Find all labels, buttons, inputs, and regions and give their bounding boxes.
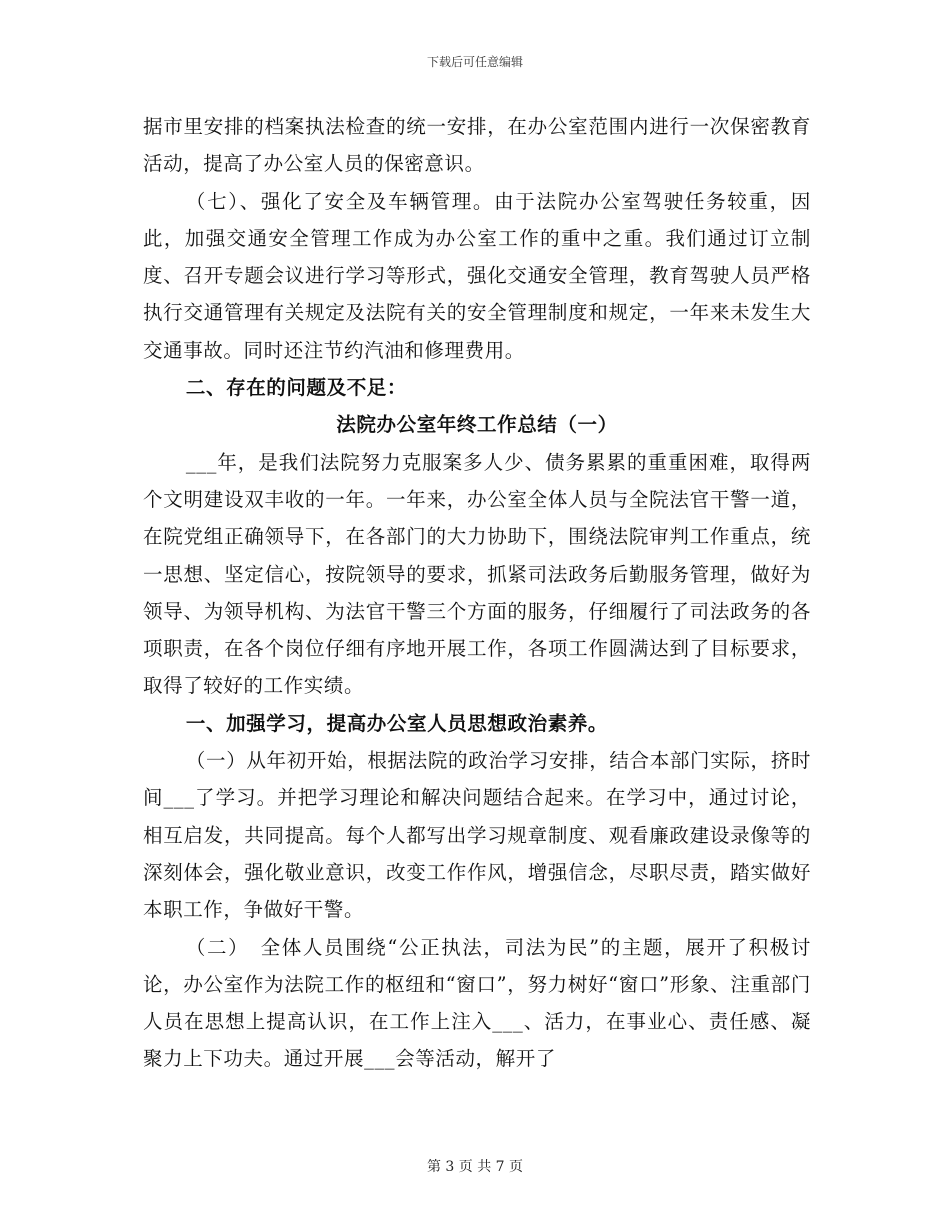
paragraph: （一）从年初开始，根据法院的政治学习安排，结合本部门实际，挤时间___了学习。并把学习理论和解决问题结合起来。在学习中，通过讨论，相互启发，共同提高。每个人都写出学习规章制度、观看廉政建设录像等的深刻体会，强化敬业意识，改变工作作风，增强信念，尽职尽责，踏实做好本职工作，争做好干警。 — [143, 749, 811, 922]
section-heading: 二、存在的问题及不足： — [185, 376, 407, 400]
paragraph: （七）、强化了安全及车辆管理。由于法院办公室驾驶任务较重，因此，加强交通安全管理工作成为办公室工作的重中之重。我们通过订立制度、召开专题会议进行学习等形式，强化交通安全管理，教育驾驶人员严格执行交通管理有关规定及法院有关的安全管理制度和规定，一年来未发生大交通事故。同时还注节约汽油和修理费用。 — [143, 189, 811, 362]
document-title: 法院办公室年终工作总结（一） — [336, 413, 618, 437]
page-header: 下载后可任意编辑 — [426, 55, 523, 69]
section-heading: 一、加强学习，提高办公室人员思想政治素养。 — [185, 711, 608, 735]
paragraph: 据市里安排的档案执法检查的统一安排，在办公室范围内进行一次保密教育活动，提高了办公室人员的保密意识。 — [143, 115, 811, 176]
paragraph: （二） 全体人员围绕“公正执法，司法为民”的主题，展开了积极讨论，办公室作为法院工作的枢纽和“窗口”，努力树好“窗口”形象、注重部门人员在思想上提高认识，在工作上注入___、活力，在事业心、责任感、凝聚力上下功夫。通过开展___会等活动，解开了 — [143, 935, 811, 1071]
document-body — [143, 108, 811, 1078]
page-footer: 第 3 页 共 7 页 — [426, 1159, 524, 1175]
paragraph: ___年，是我们法院努力克服案多人少、债务累累的重重困难，取得两个文明建设双丰收的一年。一年来，办公室全体人员与全院法官干警一道，在院党组正确领导下，在各部门的大力协助下，围绕法院审判工作重点，统一思想、坚定信心，按院领导的要求，抓紧司法政务后勤服务管理，做好为领导、为领导机构、为法官干警三个方面的服务，仔细履行了司法政务的各项职责，在各个岗位仔细有序地开展工作，各项工作圆满达到了目标要求，取得了较好的工作实绩。 — [143, 450, 811, 698]
